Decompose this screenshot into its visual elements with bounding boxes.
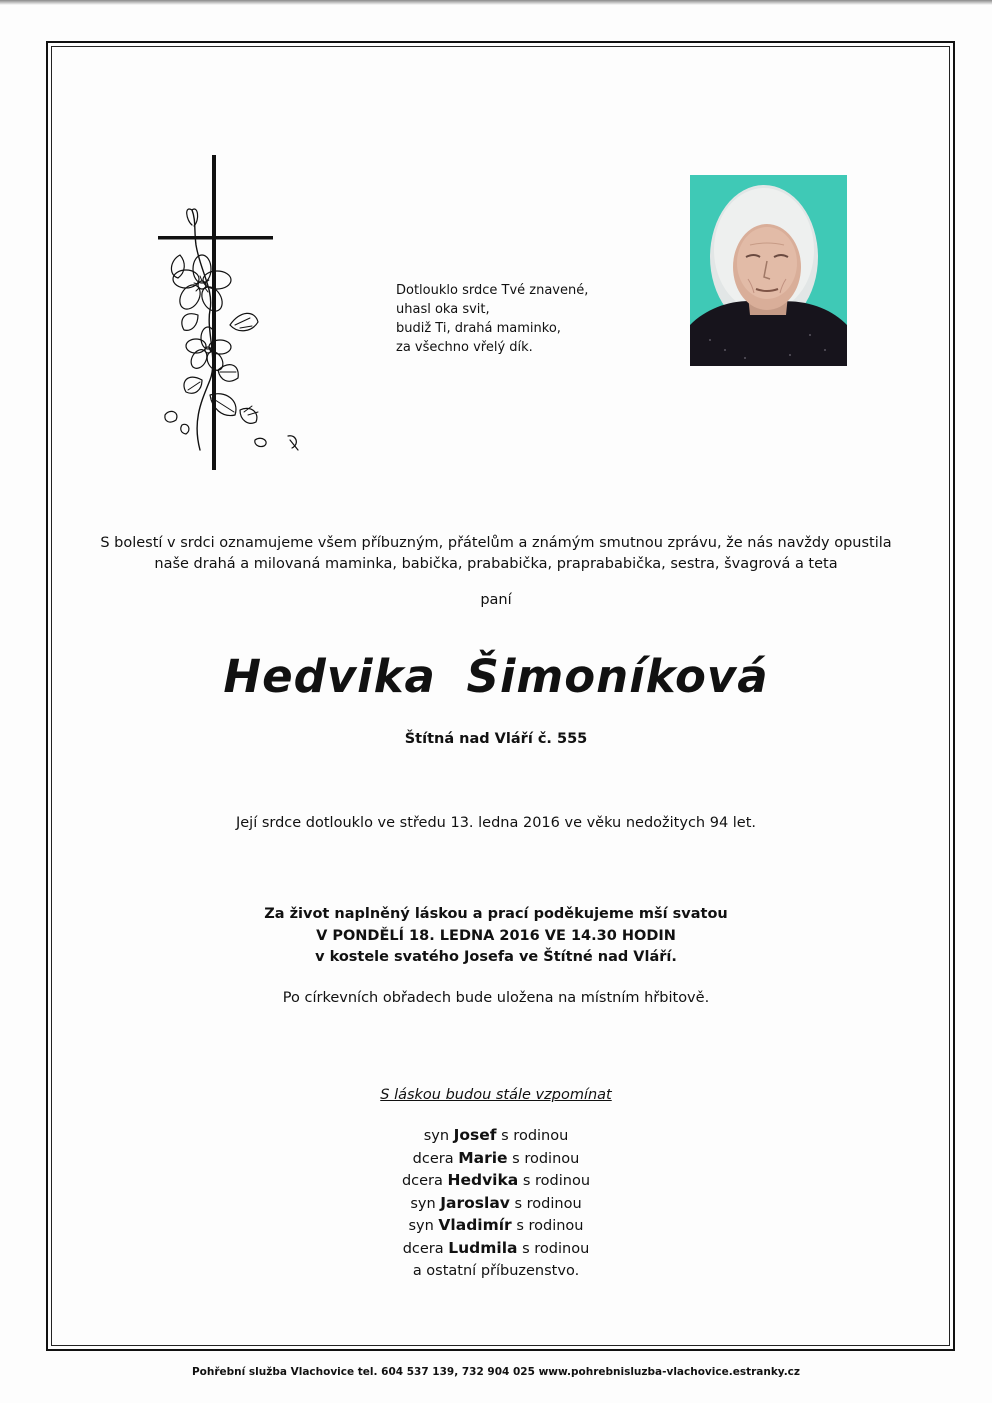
funeral-date: V PONDĚLÍ 18. LEDNA 2016 VE 14.30 HODIN: [316, 927, 676, 944]
funeral-line: Za život naplněný láskou a prací poděkujeme mší svatou: [264, 906, 728, 922]
mourner-suffix: s rodinou: [501, 1128, 569, 1144]
mourner-name: Ludmila: [448, 1238, 518, 1257]
mourner-name: Vladimír: [438, 1216, 512, 1235]
mourners-heading: S láskou budou stále vzpomínat: [380, 1087, 612, 1103]
footer-contact: Pohřební služba Vlachovice tel. 604 537 139, 732 904 025 www.pohrebnisluzba-vlachovice.estranky.cz: [191, 1366, 801, 1378]
mourner-item: [0, 1215, 992, 1238]
mourner-suffix: s rodinou: [522, 1240, 590, 1257]
mourner-suffix: s rodinou: [516, 1218, 584, 1235]
announcement-line: S bolestí v srdci oznamujeme všem příbuzným, přátelům a známým smutnou zprávu, že nás navždy opustila: [100, 535, 892, 551]
mourner-name: Jaroslav: [440, 1193, 510, 1212]
honorific: paní: [480, 592, 512, 608]
funeral-info: [0, 904, 992, 969]
mourner-name: Hedvika: [447, 1171, 519, 1190]
deceased-name: Hedvika Šimoníková: [223, 650, 769, 703]
mourner-relation: syn: [423, 1128, 450, 1144]
mourner-relation: dcera: [401, 1173, 443, 1190]
mourner-item: [0, 1170, 992, 1193]
mourner-name: Marie: [458, 1148, 508, 1167]
cross-with-flowers-icon: [140, 150, 310, 480]
death-notice: Její srdce dotlouklo ve středu 13. ledna 2016 ve věku nedožitych 94 let.: [235, 815, 757, 831]
scan-edge: [0, 0, 992, 5]
portrait-photo: [690, 175, 847, 366]
mourner-suffix: s rodinou: [522, 1173, 591, 1190]
mourner-item: [0, 1193, 992, 1216]
poem-line: budiž Ti, drahá maminko,: [396, 321, 561, 336]
announcement-line: naše drahá a milovaná maminka, babička, prababička, praprababička, sestra, švagrová a teta: [154, 556, 838, 572]
mourner-suffix: s rodinou: [512, 1150, 580, 1167]
funeral-location: v kostele svatého Josefa ve Štítné nad Vláří.: [315, 949, 677, 965]
poem-line: za všechno vřelý dík.: [396, 340, 533, 355]
mourner-relation: dcera: [402, 1240, 444, 1257]
mourner-item: [0, 1238, 992, 1261]
mourner-item: [0, 1148, 992, 1171]
poem: [396, 281, 656, 357]
poem-line: uhasl oka svit,: [396, 302, 490, 317]
mourner-relation: syn: [410, 1195, 436, 1212]
burial-info: Po církevních obřadech bude uložena na místním hřbitově.: [282, 990, 710, 1006]
mourners-list: [0, 1125, 992, 1282]
mourner-item: [0, 1125, 992, 1148]
mourner-item-other: a ostatní příbuzenstvo.: [412, 1262, 580, 1279]
mourner-name: Josef: [453, 1126, 497, 1144]
mourner-relation: dcera: [412, 1150, 454, 1167]
mourner-suffix: s rodinou: [514, 1195, 582, 1212]
poem-line: Dotlouklo srdce Tvé znavené,: [396, 283, 589, 298]
deceased-address: Štítná nad Vláří č. 555: [404, 731, 588, 747]
mourner-relation: syn: [408, 1218, 434, 1235]
announcement-text: [60, 533, 932, 575]
